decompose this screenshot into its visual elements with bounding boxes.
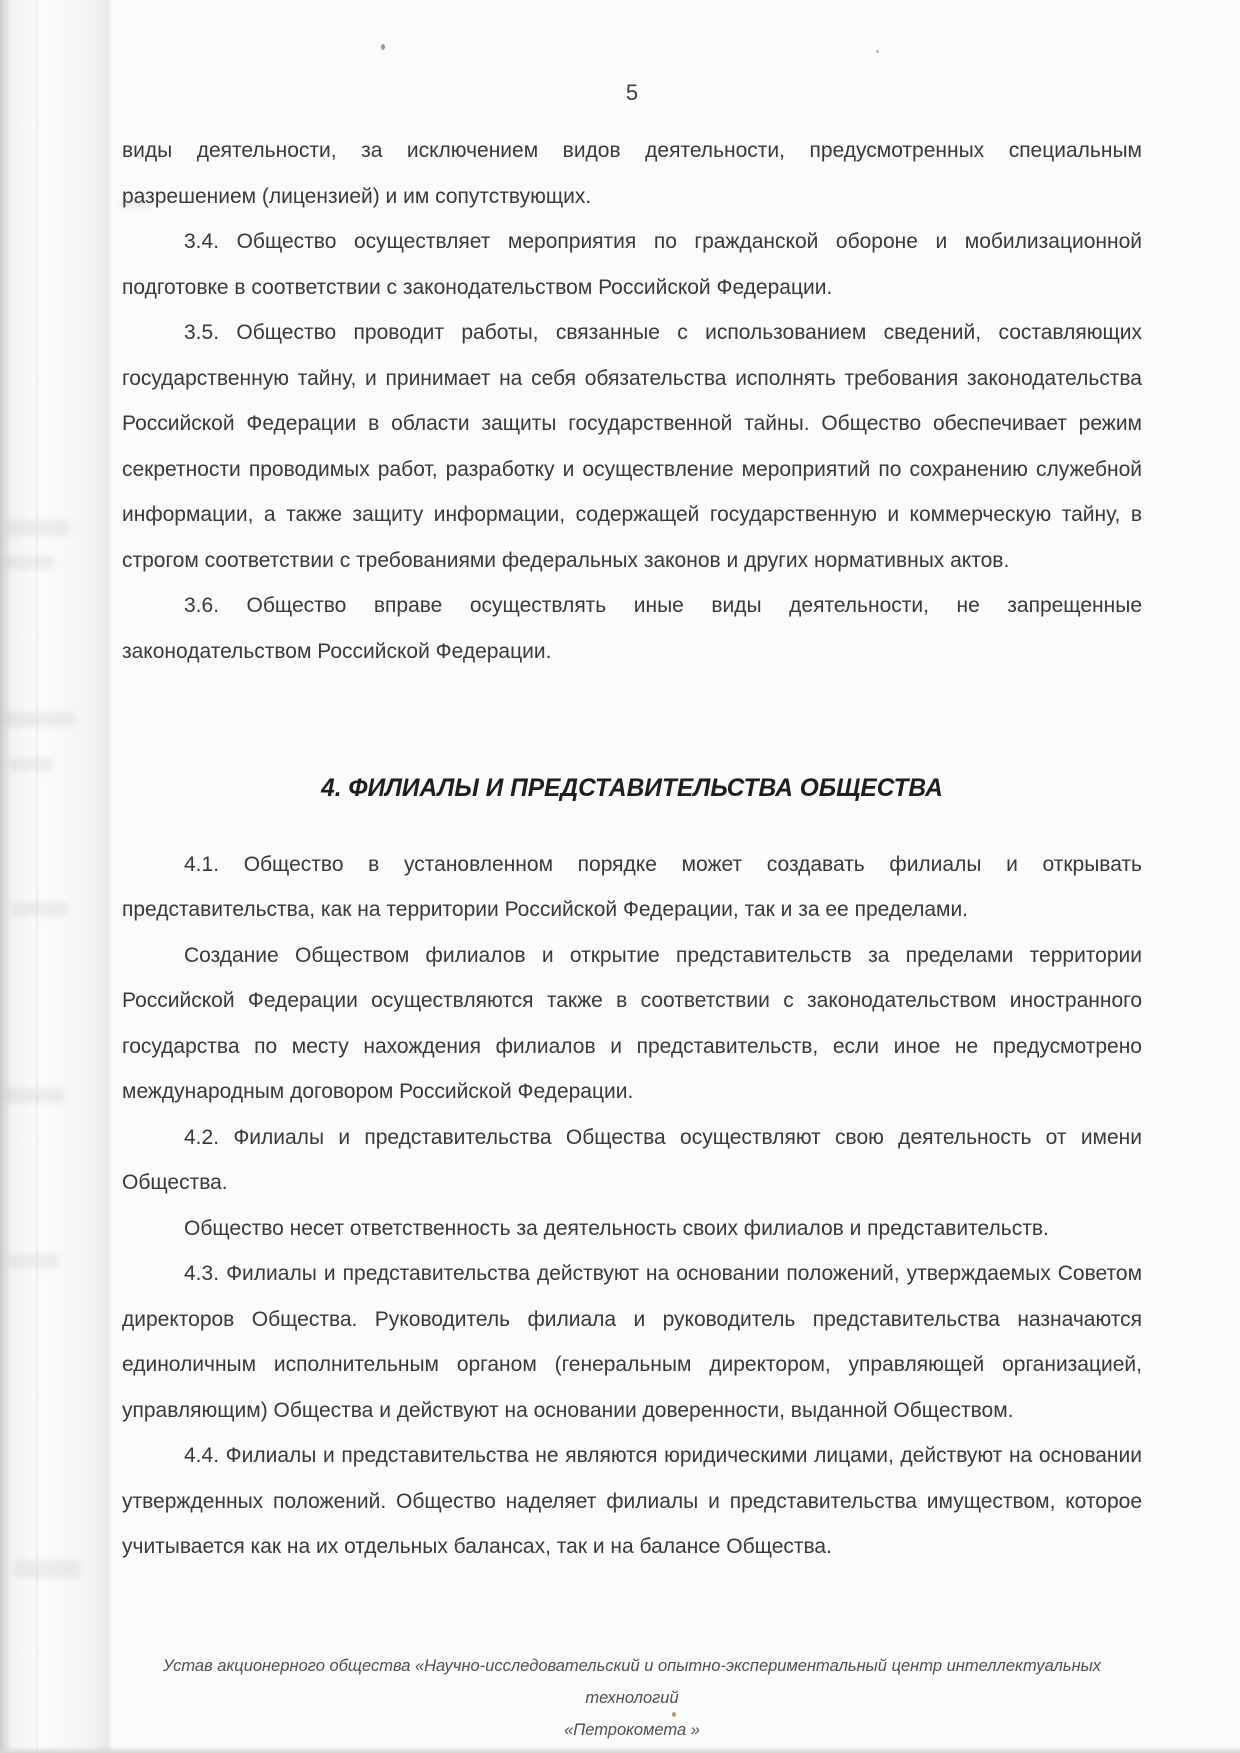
scan-artifact <box>6 556 54 569</box>
paragraph-clause-4-2: 4.2. Филиалы и представительства Общества осуществляют свою деятельность от имени Общества. <box>122 1125 1142 1194</box>
paragraph-clause-4-3: 4.3. Филиалы и представительства действуют на основании положений, утверждаемых Советом директоров Общества. Руководитель филиала и руководитель представительства назначаются единоличным исполнительным органом (генеральным директором, управляющей организацией, управляющим) Общества и действуют на основании доверенности, выданной Обществом. <box>122 1262 1142 1422</box>
scan-artifact <box>8 520 70 536</box>
document-body <box>122 128 1142 1570</box>
paragraph-clause-3-5: 3.5. Общество проводит работы, связанные с использованием сведений, составляющих государственную тайну, и принимает на себя обязательства исполнять требования законодательства Российской Федерации в области защиты государственной тайны. Общество обеспечивает режим секретности проводимых работ, разработку и осуществление мероприятий по сохранению служебной информации, а также защиту информации, содержащей государственную и коммерческую тайну, в строгом соответствии с требованиями федеральных законов и других нормативных актов. <box>122 321 1142 572</box>
paragraph-clause-4-1: 4.1. Общество в установленном порядке может создавать филиалы и открывать представительства, как на территории Российской Федерации, так и за ее пределами. <box>122 852 1142 921</box>
paragraph-clause-3-6: 3.6. Общество вправе осуществлять иные виды деятельности, не запрещенные законодательством Российской Федерации. <box>122 594 1142 663</box>
scan-artifact <box>14 1560 80 1578</box>
paragraph-clause-3-4: 3.4. Общество осуществляет мероприятия по гражданской обороне и мобилизационной подготовке в соответствии с законодательством Российской Федерации. <box>122 230 1142 299</box>
page-number: 5 <box>625 80 639 105</box>
paragraph-clause-4-1-continuation: Создание Обществом филиалов и открытие представительств за пределами территории Российской Федерации осуществляются также в соответствии с законодательством иностранного государства по месту нахождения филиалов и представительств, если иное не предусмотрено международным договором Российской Федерации. <box>122 943 1142 1103</box>
scan-artifact <box>5 712 75 727</box>
scan-artifact <box>9 1254 59 1268</box>
section-4-heading: 4. ФИЛИАЛЫ И ПРЕДСТАВИТЕЛЬСТВА ОБЩЕСТВА <box>321 774 943 802</box>
scan-artifact <box>12 902 68 917</box>
scan-artifact <box>5 1088 65 1103</box>
paragraph-clause-4-2-continuation: Общество несет ответственность за деятельность своих филиалов и представительств. <box>184 1216 1049 1240</box>
page-footer <box>122 1650 1142 1746</box>
scan-artifact <box>10 758 52 771</box>
footer-line-2: «Петрокомета » <box>564 1720 700 1739</box>
scan-left-edge <box>0 0 112 1753</box>
paragraph-clause-4-4: 4.4. Филиалы и представительства не являются юридическими лицами, действуют на основании утвержденных положений. Общество наделяет филиалы и представительства имуществом, которое учитывается как на их отдельных балансах, так и на балансе Общества. <box>122 1444 1142 1558</box>
scan-edge-crease <box>36 0 38 1753</box>
page-content-column <box>122 0 1142 1746</box>
paragraph-licenses-continuation: виды деятельности, за исключением видов деятельности, предусмотренных специальным разрешением (лицензией) и им сопутствующих. <box>122 139 1142 208</box>
footer-line-1: Устав акционерного общества «Научно-исследовательский и опытно-экспериментальный центр интеллектуальных технологий <box>162 1656 1102 1707</box>
scan-bottom-edge <box>0 1746 1240 1753</box>
